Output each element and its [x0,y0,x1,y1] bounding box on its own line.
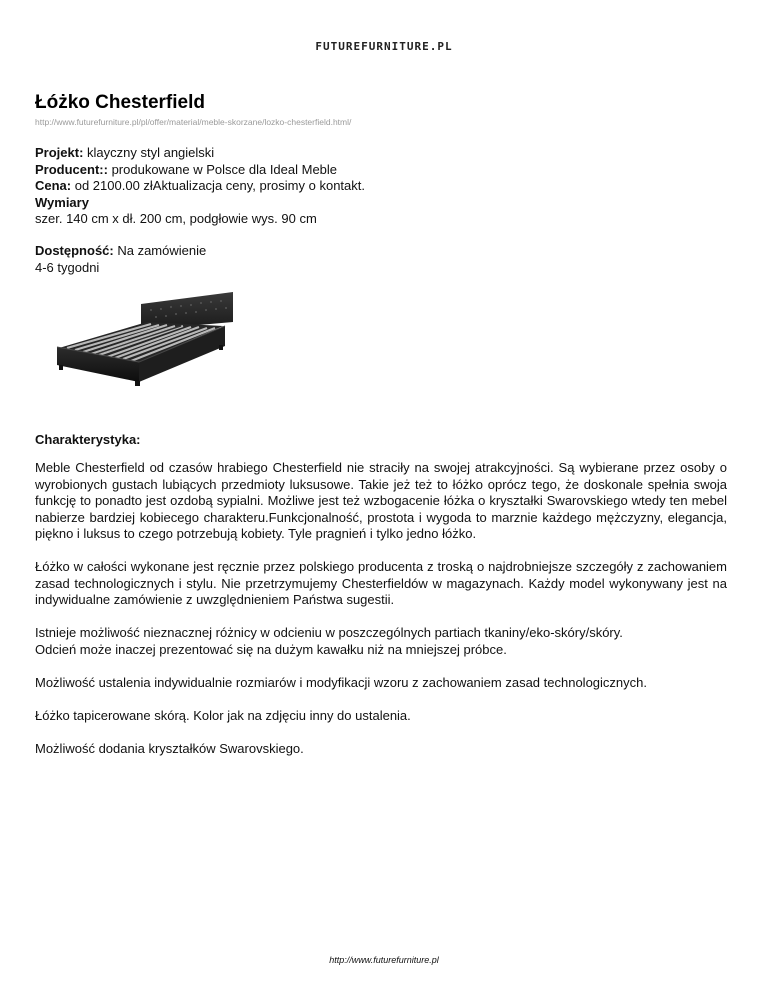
site-logo: FUTUREFURNITURE.PL [315,40,453,53]
projekt-label: Projekt: [35,145,84,160]
product-info [35,145,365,228]
cena-label: Cena: [35,178,72,193]
description-paragraph-4: Możliwość ustalenia indywidualnie rozmiarów i modyfikacji wzoru z zachowaniem zasad technologicznych. [35,674,647,690]
description-paragraph-3-line-2: Odcień może inaczej prezentować się na dużym kawałku niż na mniejszej próbce. [35,641,507,657]
producent-row [35,162,365,179]
availability-row [35,243,206,260]
availability [35,243,206,276]
availability-value: Na zamówienie [113,243,207,258]
description [35,460,727,774]
cena-row [35,178,365,195]
description-paragraph-1: Meble Chesterfield od czasów hrabiego Chesterfield nie straciły na swojej atrakcyjności. Są wybierane przez osoby o wyrobionych gustach lubiących przedmioty luksusowe. Takie jeż też to łóżko oprócz tego, że doskonale spełnia swoja funkcję to ponadto jest ozdobą sypialni. Możliwe jest też wzbogacenie łóżka o kryształki Swarovskiego wtedy ten mebel nabierze bardziej kobiecego charakteru.Funkcjonalność, prostota i wygoda to marznie każdego mężczyzny, elegancja, piękno i luksus to czego potrzebują kobiety. Tyle pragnień i tylko jedno łóżko. [35,460,727,541]
description-paragraph-3-line-1: Istnieje możliwość nieznacznej różnicy w odcieniu w poszczególnych partiach tkaniny/eko-skóry/skóry. [35,625,623,640]
projekt-value: klayczny styl angielski [83,145,215,160]
projekt-row [35,145,365,162]
delivery-time: 4-6 tygodni [35,259,100,275]
product-title: Łóżko Chesterfield [35,92,205,113]
wymiary-value: szer. 140 cm x dł. 200 cm, podgłowie wys. 90 cm [35,211,317,226]
availability-label: Dostępność: [35,243,114,258]
description-paragraph-5: Łóżko tapicerowane skórą. Kolor jak na zdjęciu inny do ustalenia. [35,707,411,723]
description-paragraph-3 [35,625,727,658]
producent-label: Producent:: [35,161,108,177]
section-heading: Charakterystyka: [35,432,141,447]
description-paragraph-6: Możliwość dodania kryształków Swarovskiego. [35,740,304,756]
bed-photo [55,292,235,387]
footer-url[interactable]: http://www.futurefurniture.pl [329,955,439,965]
product-url[interactable]: http://www.futurefurniture.pl/pl/offer/material/meble-skorzane/lozko-chesterfield.html/ [35,117,352,127]
description-paragraph-2: Łóżko w całości wykonane jest ręcznie przez polskiego producenta z troską o najdrobniejsze szczegóły z zachowaniem zasad technologicznych i stylu. Nie przetrzymujemy Chesterfieldów w magazynach. Każdy model wykonywany jest na indywidualne zamówienie z uwzględnieniem Państwa sugestii. [35,559,727,607]
cena-value: od 2100.00 złAktualizacja ceny, prosimy o kontakt. [71,178,365,193]
wymiary-label: Wymiary [35,194,89,210]
producent-value: produkowane w Polsce dla Ideal Meble [107,161,338,177]
